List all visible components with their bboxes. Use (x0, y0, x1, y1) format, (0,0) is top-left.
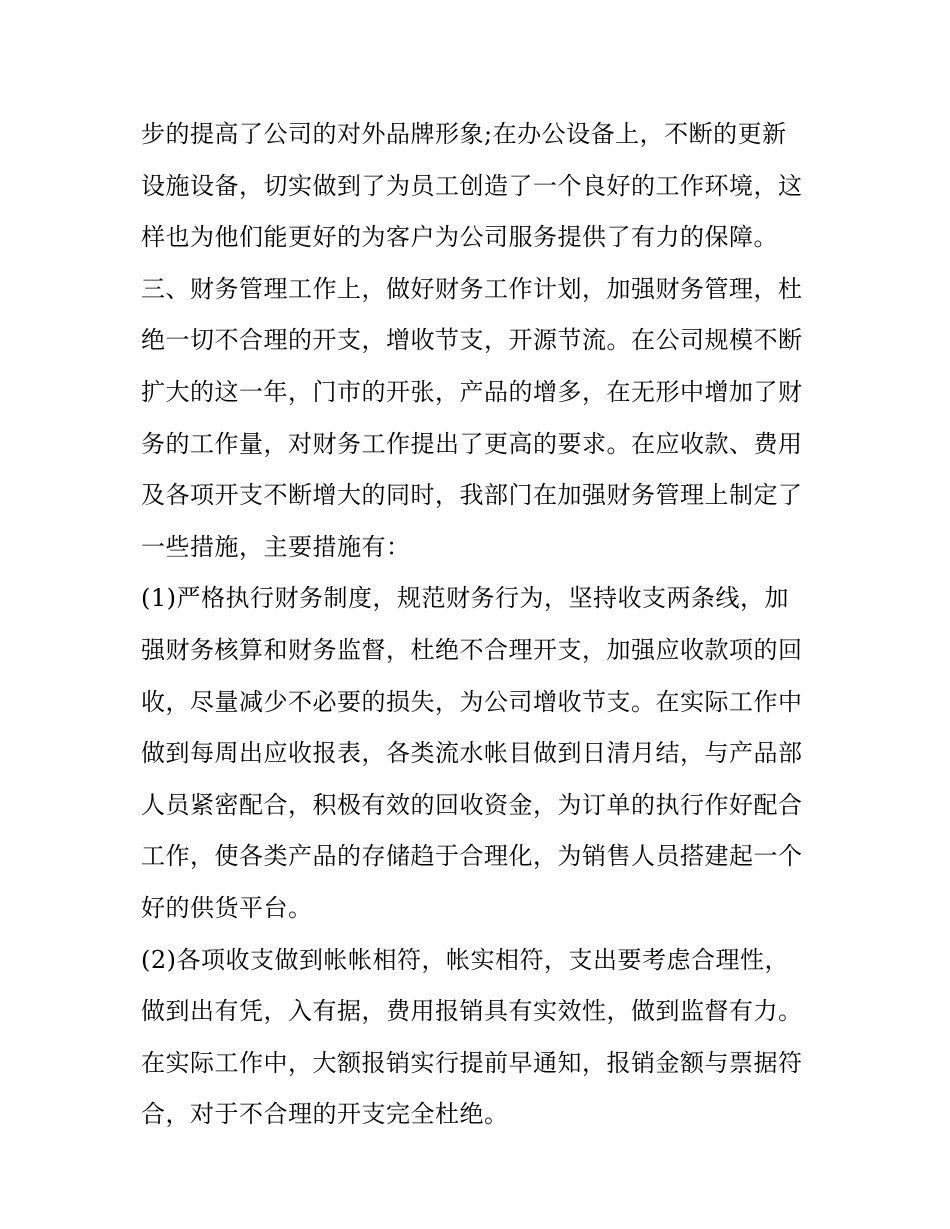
document-body (141, 109, 821, 1141)
text-line: 务的工作量，对财务工作提出了更高的要求。在应收款、费用 (141, 429, 803, 458)
text-line: 好的供货平台。 (141, 893, 313, 922)
text-line: 扩大的这一年，门市的开张，产品的增多，在无形中增加了财 (141, 377, 803, 406)
text-line: 样也为他们能更好的为客户为公司服务提供了有力的保障。 (141, 223, 778, 252)
text-line: (2)各项收支做到帐帐相符，帐实相符，支出要考虑合理性， (141, 945, 789, 974)
text-line: 三、财务管理工作上，做好财务工作计划，加强财务管理，杜 (141, 274, 803, 303)
text-line: (1)严格执行财务制度，规范财务行为，坚持收支两条线，加 (141, 584, 789, 613)
text-line: 及各项开支不断增大的同时，我部门在加强财务管理上制定了 (141, 481, 803, 510)
text-line: 做到每周出应收报表，各类流水帐目做到日清月结，与产品部 (141, 739, 803, 768)
text-line: 做到出有凭，入有据，费用报销具有实效性，做到监督有力。 (141, 997, 803, 1026)
text-line: 设施设备，切实做到了为员工创造了一个良好的工作环境，这 (141, 171, 803, 200)
text-line: 一些措施，主要措施有： (141, 532, 411, 561)
text-line: 工作，使各类产品的存储趋于合理化，为销售人员搭建起一个 (141, 842, 803, 871)
text-line: 步的提高了公司的对外品牌形象;在办公设备上，不断的更新 (141, 120, 787, 148)
text-line: 收，尽量减少不必要的损失，为公司增收节支。在实际工作中 (141, 687, 803, 716)
text-line: 人员紧密配合，积极有效的回收资金，为订单的执行作好配合 (141, 790, 803, 819)
text-line: 在实际工作中，大额报销实行提前早通知，报销金额与票据符 (141, 1048, 803, 1077)
text-line: 绝一切不合理的开支，增收节支，开源节流。在公司规模不断 (141, 326, 803, 355)
text-line: 强财务核算和财务监督，杜绝不合理开支，加强应收款项的回 (141, 635, 803, 664)
text-line: 合，对于不合理的开支完全杜绝。 (141, 1100, 509, 1129)
